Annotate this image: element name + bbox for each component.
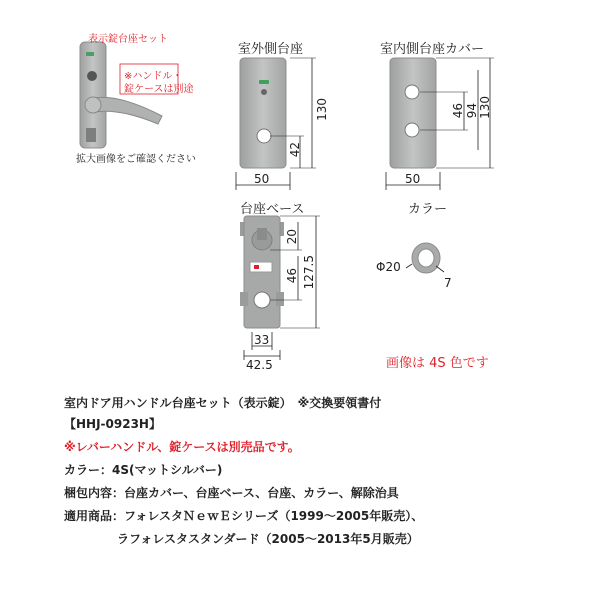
outer-plate-hole-dim: 42 [288, 142, 302, 158]
product-color: カラー：4S(マットシルバー) [64, 463, 223, 477]
inset-note-line2: 錠ケースは別途 [124, 84, 194, 95]
product-code: 【HHJ-0923H】 [64, 417, 161, 431]
inset-title: 表示錠台座セット [88, 34, 168, 45]
base-width-dim: 42.5 [246, 358, 273, 372]
collar-diameter-dim: Φ20 [376, 260, 401, 274]
product-contents: 梱包内容：台座カバー、台座ベース、台座、カラー、解除治具 [64, 486, 399, 500]
inner-cover-drawing [386, 58, 494, 190]
inner-cover-label: 室内側台座カバー [380, 42, 485, 57]
base-label: 台座ベース [240, 202, 305, 217]
inner-cover-mid-dim: 94 [465, 103, 479, 119]
inset-note-line1: ※ハンドル・ [124, 71, 183, 82]
product-applicable-line2: ラフォレスタスタンダード（2005～2013年5月販売） [117, 532, 419, 546]
collar-drawing [406, 243, 444, 273]
product-title: 室内ドア用ハンドル台座セット（表示錠） ※交換要領書付 [64, 396, 382, 410]
base-inner-width-dim: 33 [254, 333, 270, 347]
outer-plate-label: 室外側台座 [238, 42, 304, 57]
outer-plate-drawing [236, 58, 316, 190]
collar-thickness-dim: 7 [444, 276, 452, 290]
image-color-note: 画像は 4S 色です [386, 356, 489, 371]
inset-caption: 拡大画像をご確認ください [76, 154, 196, 165]
outer-plate-height-dim: 130 [315, 98, 329, 121]
collar-label: カラー [408, 202, 448, 217]
outer-plate-width-dim: 50 [254, 172, 270, 186]
base-pitch-dim: 46 [285, 268, 299, 284]
base-total-dim: 127.5 [302, 255, 316, 290]
product-applicable-line1: 適用商品：フォレスタＮｅｗＥシリーズ（1999～2005年販売）、 [64, 509, 424, 523]
inner-cover-width-dim: 50 [405, 172, 421, 186]
product-warning: ※レバーハンドル、錠ケースは別売品です。 [64, 440, 300, 454]
inner-cover-height-dim: 130 [478, 96, 492, 119]
inner-cover-pitch-dim: 46 [451, 103, 465, 119]
inset-photo [80, 42, 178, 148]
base-top-dim: 20 [285, 229, 299, 245]
